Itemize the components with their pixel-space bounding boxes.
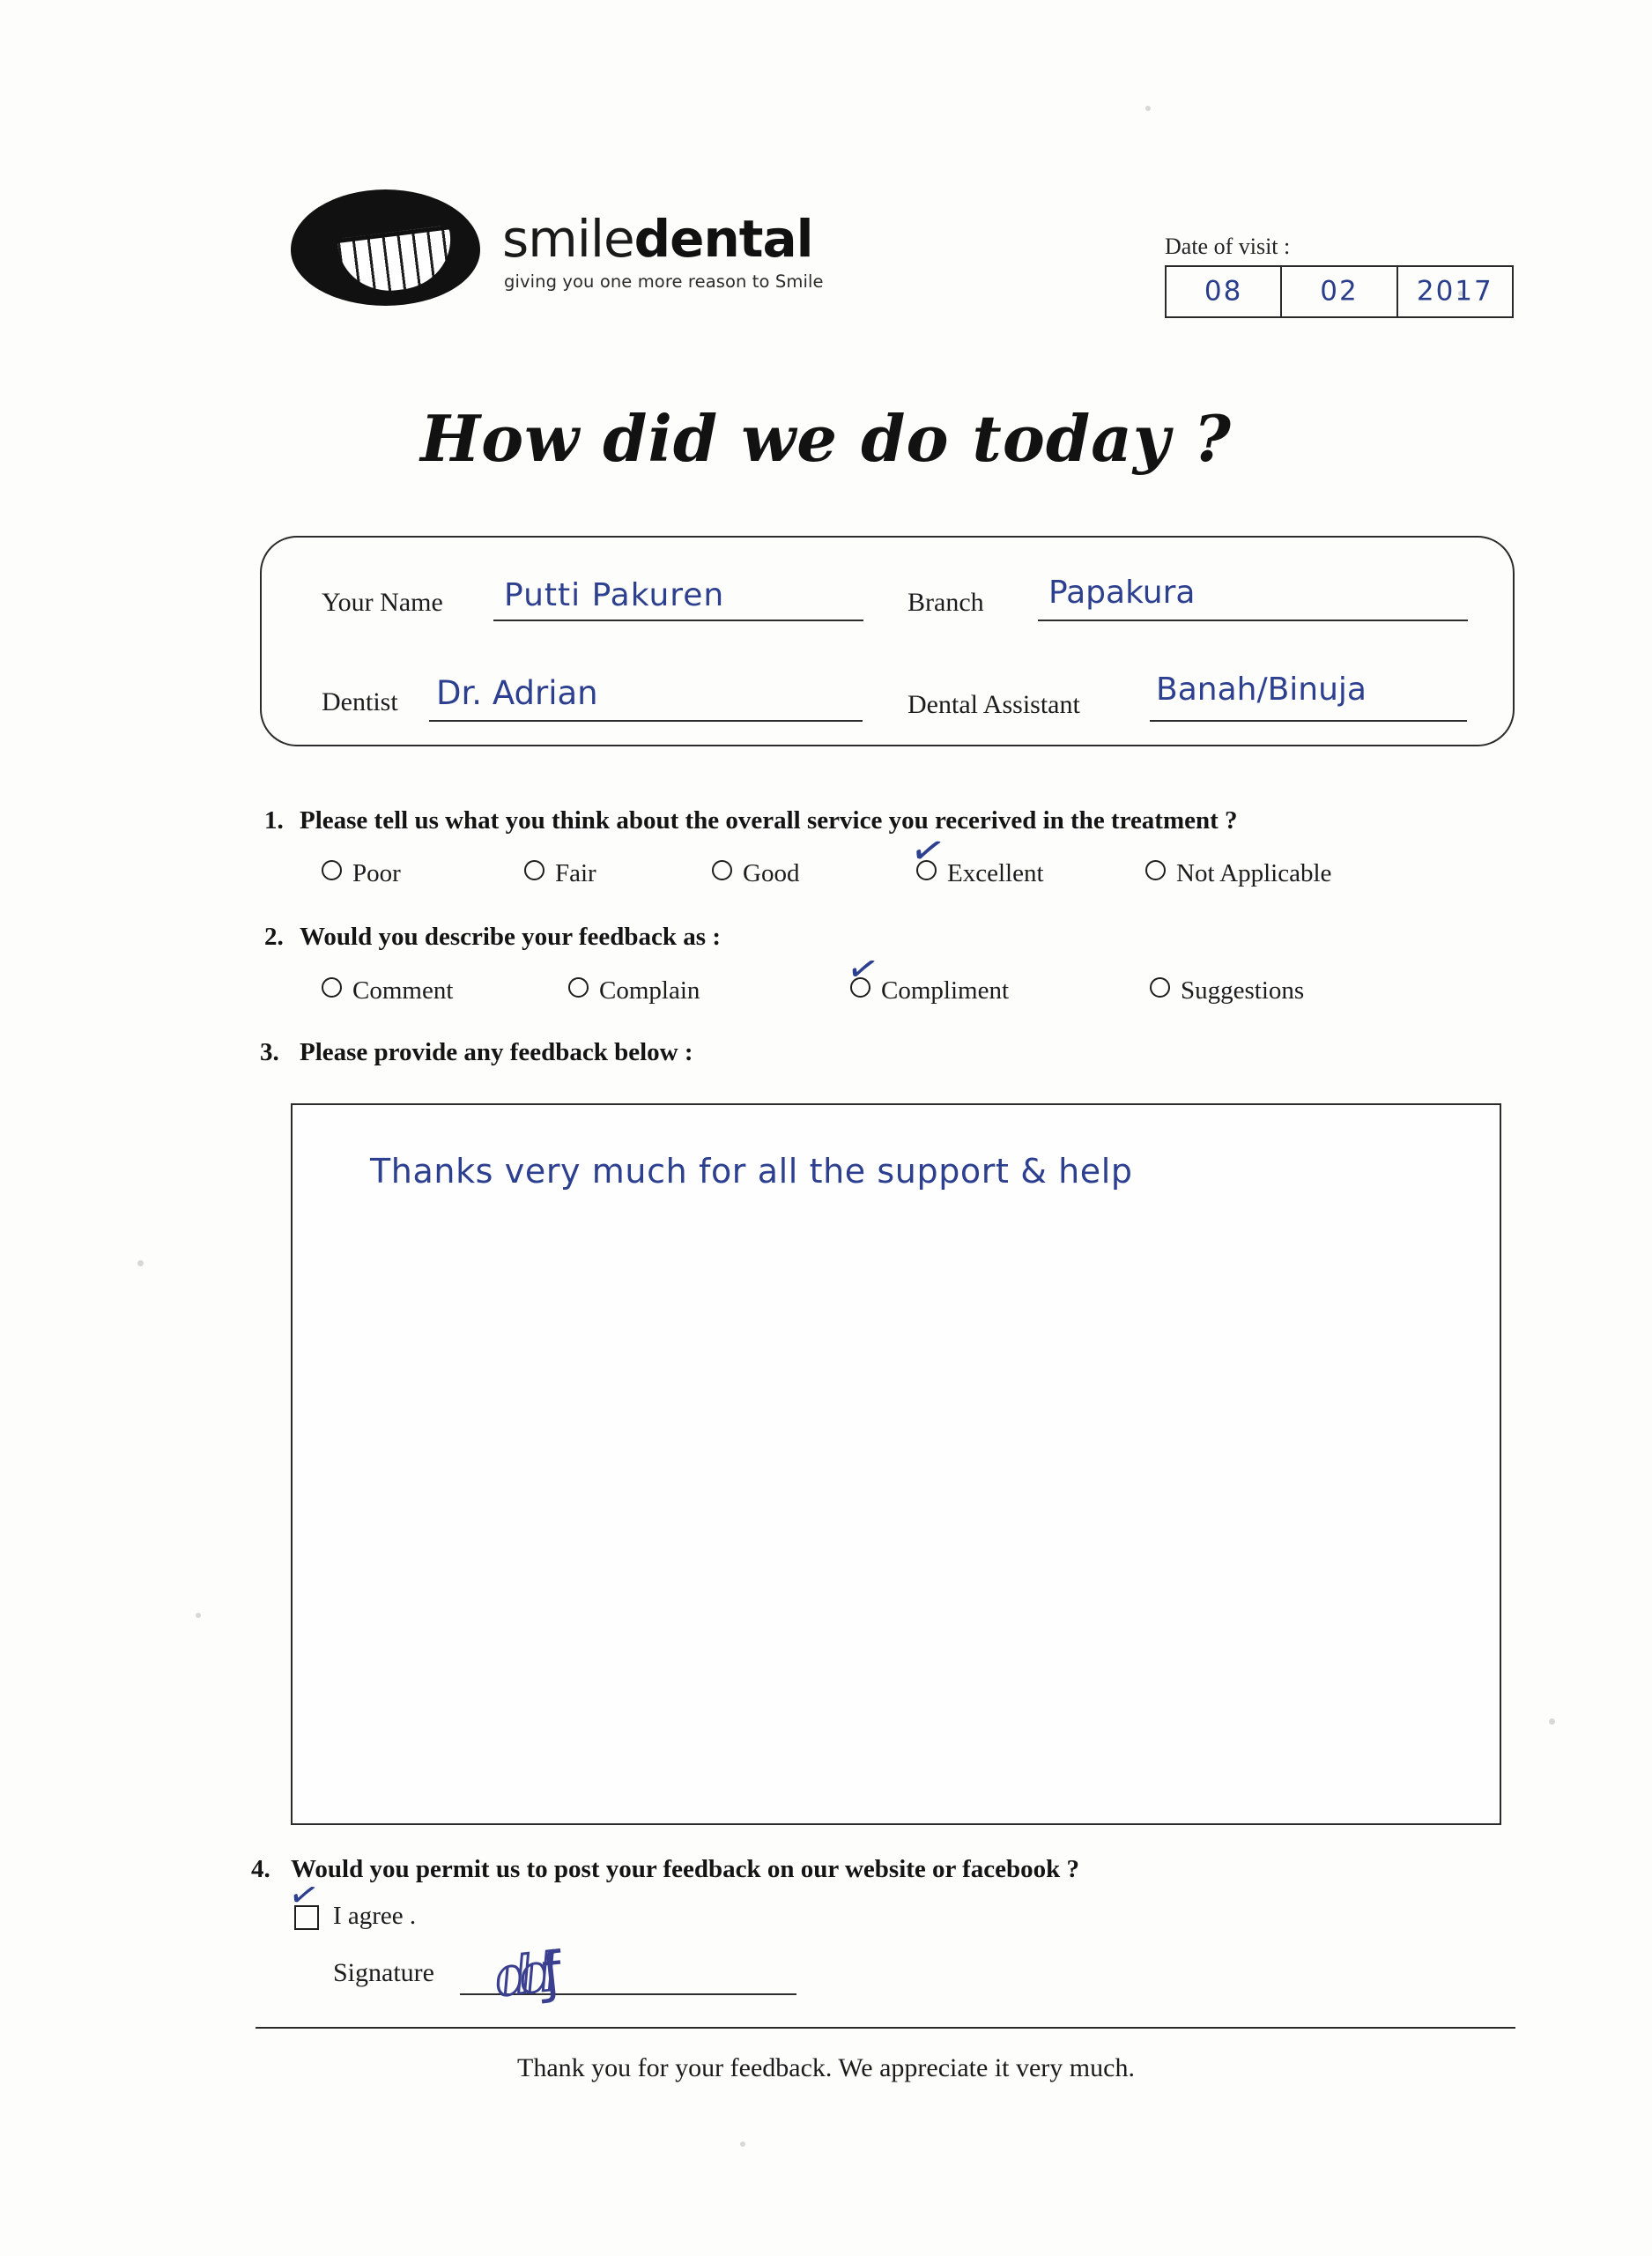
option-good-label: Good bbox=[743, 859, 800, 887]
signature-value[interactable]: ⅆⅆƒ bbox=[490, 1940, 552, 2011]
radio-icon bbox=[568, 977, 589, 998]
radio-icon bbox=[712, 860, 732, 880]
date-month-cell[interactable] bbox=[1282, 267, 1397, 316]
question-3-text: Please provide any feedback below : bbox=[300, 1038, 693, 1066]
footer-thank-you: Thank you for your feedback. We appreciate it very much. bbox=[517, 2053, 1135, 2082]
agree-label: I agree . bbox=[333, 1902, 417, 1930]
radio-icon bbox=[1150, 977, 1170, 998]
logo-mouth-shape bbox=[337, 225, 456, 296]
option-not-applicable-label: Not Applicable bbox=[1176, 859, 1332, 887]
selected-mark-compliment-icon: ✓ bbox=[842, 944, 884, 994]
logo-teeth-shape bbox=[337, 225, 456, 296]
page-title: How did we do today ? bbox=[420, 401, 1232, 476]
identity-box bbox=[260, 536, 1515, 746]
option-fair-label: Fair bbox=[555, 859, 596, 887]
date-of-visit-label: Date of visit : bbox=[1165, 234, 1291, 259]
question-2-number: 2. bbox=[264, 923, 284, 951]
dental-assistant-rule bbox=[1150, 720, 1467, 722]
agree-checkbox[interactable] bbox=[294, 1905, 319, 1930]
selected-mark-excellent-icon: ✓ bbox=[906, 823, 951, 878]
signature-label: Signature bbox=[333, 1958, 434, 1987]
brand-wordmark bbox=[502, 209, 813, 269]
date-of-visit-grid bbox=[1165, 265, 1514, 318]
option-suggestions-label: Suggestions bbox=[1181, 976, 1305, 1005]
your-name-value[interactable]: Putti Pakuren bbox=[504, 577, 725, 613]
radio-icon bbox=[322, 977, 342, 998]
option-not-applicable[interactable] bbox=[1145, 859, 1331, 888]
agree-check-mark-icon: ✓ bbox=[284, 1872, 323, 1919]
question-2-text: Would you describe your feedback as : bbox=[300, 923, 722, 951]
option-poor-label: Poor bbox=[352, 859, 401, 887]
option-comment[interactable] bbox=[322, 976, 453, 1006]
feedback-textarea[interactable] bbox=[291, 1103, 1501, 1825]
option-complain[interactable] bbox=[568, 976, 700, 1006]
branch-label: Branch bbox=[907, 588, 984, 617]
brand-name-bold: dental bbox=[633, 209, 813, 269]
date-year-value: 2017 bbox=[1416, 275, 1493, 308]
radio-icon bbox=[916, 860, 937, 880]
footer-divider bbox=[256, 2027, 1515, 2029]
scan-speck bbox=[1145, 106, 1151, 111]
option-excellent[interactable] bbox=[916, 859, 1044, 888]
date-month-value: 02 bbox=[1320, 275, 1359, 308]
scan-speck bbox=[1549, 1718, 1555, 1725]
radio-icon bbox=[850, 977, 870, 998]
scan-speck bbox=[137, 1260, 144, 1266]
dental-assistant-value[interactable]: Banah/Binuja bbox=[1156, 672, 1367, 708]
brand-tagline: giving you one more reason to Smile bbox=[504, 271, 824, 292]
dentist-rule bbox=[429, 720, 863, 722]
your-name-rule bbox=[493, 620, 863, 621]
dental-assistant-label: Dental Assistant bbox=[907, 690, 1080, 719]
option-fair[interactable] bbox=[524, 859, 596, 888]
option-suggestions[interactable] bbox=[1150, 976, 1304, 1006]
option-compliment-label: Compliment bbox=[881, 976, 1009, 1005]
option-excellent-label: Excellent bbox=[947, 859, 1044, 887]
radio-icon bbox=[524, 860, 544, 880]
radio-icon bbox=[322, 860, 342, 880]
radio-icon bbox=[1145, 860, 1166, 880]
dentist-value[interactable]: Dr. Adrian bbox=[436, 674, 598, 712]
scan-speck bbox=[196, 1613, 201, 1618]
brand-logo bbox=[291, 189, 890, 317]
date-day-value: 08 bbox=[1204, 275, 1243, 308]
option-good[interactable] bbox=[712, 859, 799, 888]
question-3-number: 3. bbox=[260, 1038, 279, 1066]
question-4-text: Would you permit us to post your feedback on our website or facebook ? bbox=[291, 1855, 1080, 1883]
brand-name-light: smile bbox=[502, 209, 634, 269]
date-year-cell[interactable] bbox=[1398, 267, 1512, 316]
question-1-text: Please tell us what you think about the overall service you recerived in the treatment ? bbox=[300, 806, 1238, 835]
branch-rule bbox=[1038, 620, 1468, 621]
your-name-label: Your Name bbox=[322, 588, 443, 617]
question-4-number: 4. bbox=[251, 1855, 270, 1883]
option-complain-label: Complain bbox=[599, 976, 700, 1005]
branch-value[interactable]: Papakura bbox=[1048, 575, 1196, 611]
date-of-visit-block bbox=[1165, 234, 1517, 318]
feedback-answer-text: Thanks very much for all the support & help bbox=[370, 1152, 1133, 1191]
scan-speck bbox=[740, 2141, 745, 2147]
date-day-cell[interactable] bbox=[1167, 267, 1282, 316]
dentist-label: Dentist bbox=[322, 687, 398, 716]
option-comment-label: Comment bbox=[352, 976, 454, 1005]
smiling-mouth-logo-icon bbox=[291, 189, 480, 306]
option-compliment[interactable] bbox=[850, 976, 1009, 1006]
question-1-number: 1. bbox=[264, 806, 284, 835]
option-poor[interactable] bbox=[322, 859, 401, 888]
